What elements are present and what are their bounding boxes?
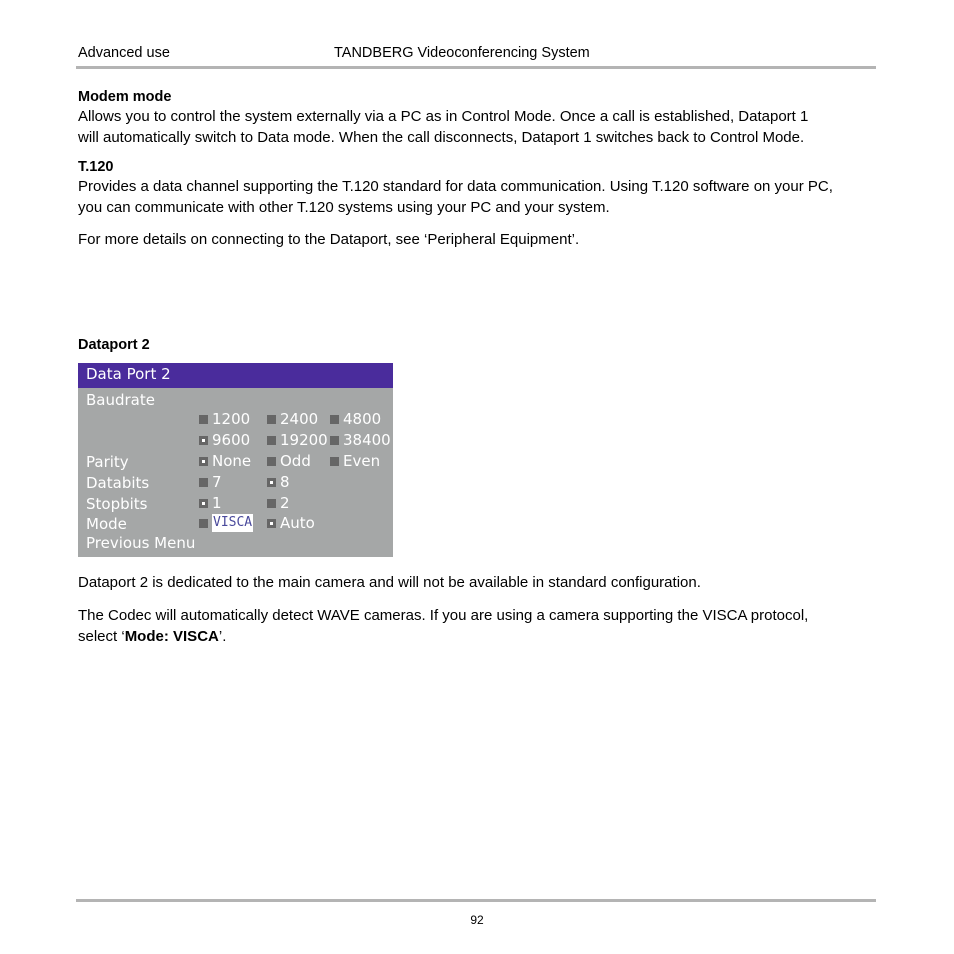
dataport2-desc-2-line-1: The Codec will automatically detect WAVE cameras. If you are using a camera supporting the VISCA protocol, — [78, 607, 809, 624]
highlighted-option: VISCA — [213, 515, 253, 530]
t120-line-2: you can communicate with other T.120 systems using your PC and your system. — [78, 198, 610, 216]
dataport2-desc-1: Dataport 2 is dedicated to the main camera and will not be available in standard configuration. — [78, 574, 701, 591]
data-port-2-menu: Data Port 2 Baudrate 1200 2400 4800 9600 19200 38400 Parity None Odd Even Databits 7 8 Stopbits 1 2 Mode VISCA Auto Previous Menu — [78, 363, 393, 557]
page-number: 92 — [470, 913, 484, 927]
header-divider — [76, 66, 876, 69]
selected-checkbox-icon — [267, 478, 276, 487]
stopbits-label: Stopbits — [86, 495, 148, 513]
t120-line-1: Provides a data channel supporting the T.120 standard for data communication. Using T.120 software on your PC, — [78, 178, 833, 195]
databits-label: Databits — [86, 474, 150, 492]
baudrate-label: Baudrate — [86, 391, 155, 409]
header-title: TANDBERG Videoconferencing System — [334, 45, 590, 61]
dataport2-heading: Dataport 2 — [78, 337, 150, 353]
previous-menu-item[interactable]: Previous Menu — [86, 534, 196, 552]
parity-label: Parity — [86, 453, 129, 471]
modem-line-2: will automatically switch to Data mode. When the call disconnects, Dataport 1 switches back to Control Mode. — [78, 128, 805, 146]
menu-title-bar — [78, 363, 393, 388]
checkbox-icon — [267, 436, 276, 445]
modem-line-1: Allows you to control the system externally via a PC as in Control Mode. Once a call is established, Dataport 1 — [78, 108, 809, 125]
checkbox-icon — [267, 457, 276, 466]
menu-title: Data Port 2 — [86, 365, 171, 383]
checkbox-icon — [330, 457, 339, 466]
checkbox-icon — [199, 415, 208, 424]
checkbox-icon — [199, 519, 208, 528]
selected-checkbox-icon — [199, 436, 208, 445]
dataport2-desc-2 — [78, 606, 878, 647]
checkbox-icon — [330, 436, 339, 445]
selected-checkbox-icon — [199, 457, 208, 466]
checkbox-icon — [267, 415, 276, 424]
selected-checkbox-icon — [199, 499, 208, 508]
t120-paragraph — [78, 177, 878, 218]
checkbox-icon — [267, 499, 276, 508]
header-section: Advanced use — [78, 45, 170, 61]
mode-visca-emphasis: Mode: VISCA — [124, 627, 219, 645]
more-details-paragraph: For more details on connecting to the Dataport, see ‘Peripheral Equipment’. — [78, 231, 580, 248]
checkbox-icon — [330, 415, 339, 424]
dataport2-desc-2-line-2: select ‘Mode: VISCA’. — [78, 627, 227, 645]
selected-checkbox-icon — [267, 519, 276, 528]
checkbox-icon — [199, 478, 208, 487]
modem-mode-heading: Modem mode — [78, 89, 172, 105]
modem-mode-paragraph — [78, 107, 878, 148]
t120-heading: T.120 — [78, 159, 114, 175]
mode-label: Mode — [86, 515, 127, 533]
footer-divider — [76, 899, 876, 902]
